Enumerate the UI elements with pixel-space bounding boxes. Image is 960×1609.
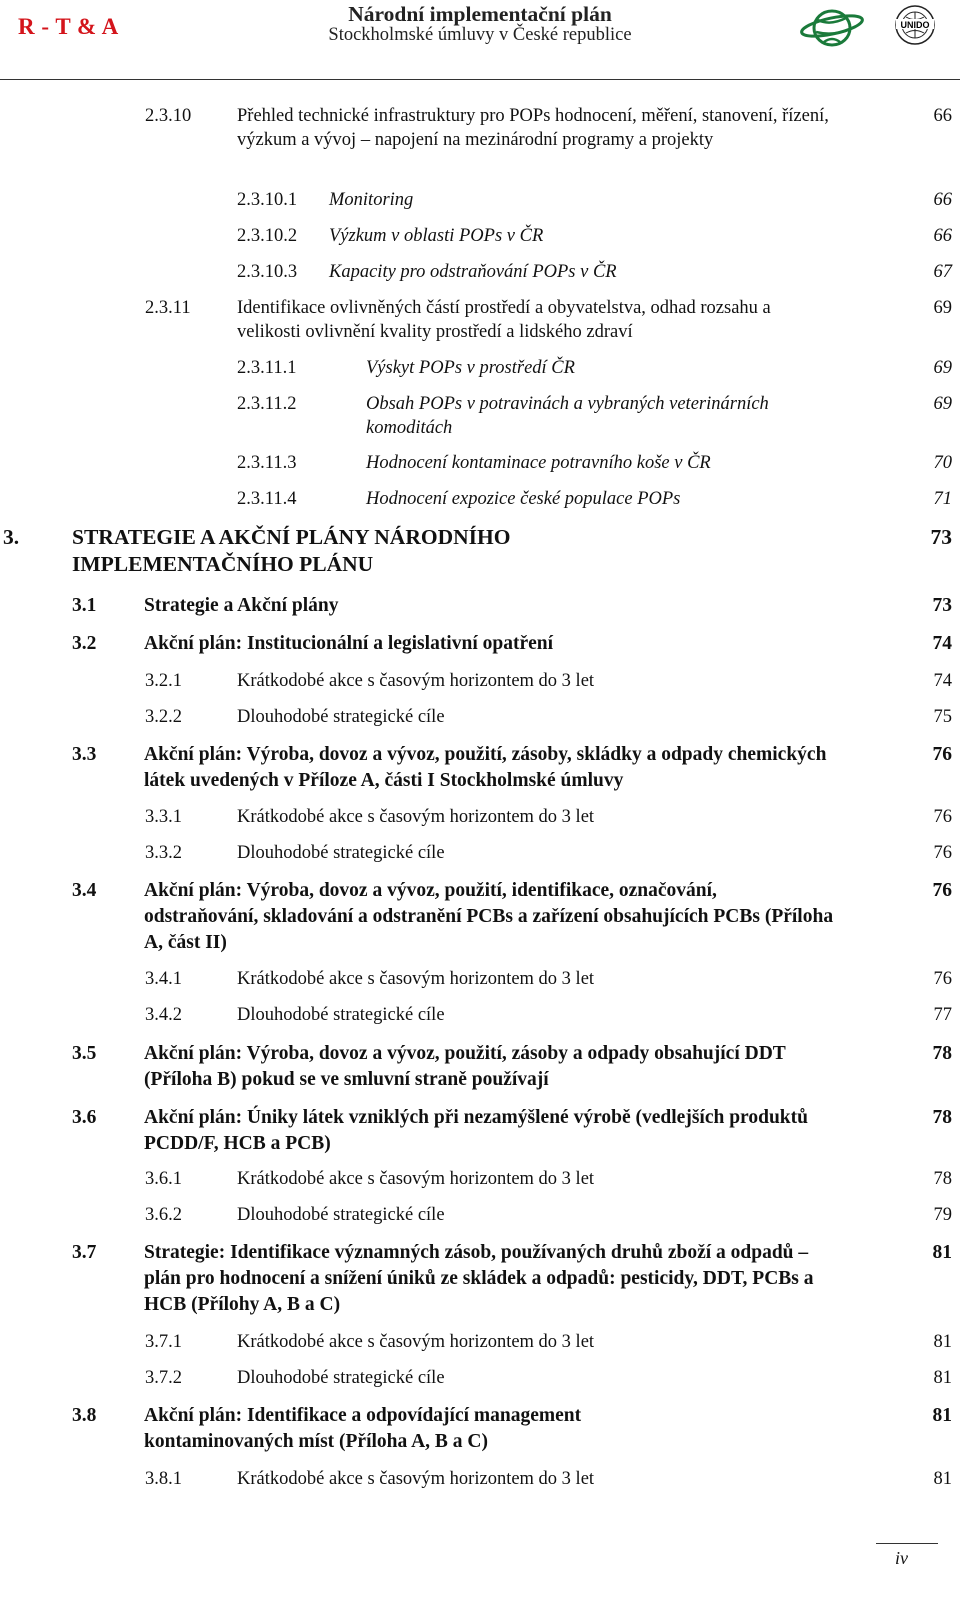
- toc-number: 3.6.1: [145, 1169, 182, 1189]
- toc-number: 2.3.11.4: [237, 489, 297, 509]
- toc-number: 3.3.2: [145, 843, 182, 863]
- toc-page: 81: [933, 1368, 952, 1388]
- toc-number: 3.3: [72, 744, 97, 765]
- toc-page: 67: [933, 262, 952, 282]
- unido-logo-text: UNIDO: [900, 20, 930, 30]
- brand-logo: R - T & A: [18, 14, 119, 39]
- toc-number: 3.6: [72, 1107, 97, 1128]
- toc-title: Dlouhodobé strategické cíle: [237, 1368, 445, 1388]
- toc-number: 3.: [3, 525, 20, 549]
- toc-number: 2.3.11.2: [237, 394, 297, 414]
- toc-page: 66: [933, 190, 952, 210]
- toc-title: Výzkum v oblasti POPs v ČR: [329, 226, 544, 246]
- toc-number: 2.3.10.2: [237, 226, 298, 246]
- toc-title: Akční plán: Výroba, dovoz a vývoz, použití, zásoby a odpady obsahující DDT (Příloha B) pokud se ve smluvní straně používají: [144, 1043, 786, 1090]
- toc-page: 77: [933, 1005, 952, 1025]
- toc-title: Akční plán: Úniky látek vzniklých při nezamýšlené výrobě (vedlejších produktů PCDD/F, HCB a PCB): [144, 1107, 808, 1154]
- toc-page: 81: [932, 1242, 952, 1263]
- toc-page: 69: [933, 394, 952, 414]
- toc-title: Výskyt POPs v prostředí ČR: [366, 358, 575, 378]
- toc-title: Hodnocení expozice české populace POPs: [366, 489, 681, 509]
- toc-title: STRATEGIE A AKČNÍ PLÁNY NÁRODNÍHO IMPLEMENTAČNÍHO PLÁNU: [72, 525, 511, 576]
- toc-page: 78: [932, 1043, 952, 1064]
- toc-page: 69: [933, 298, 952, 318]
- footer-divider: [876, 1543, 938, 1544]
- toc-page: 74: [932, 633, 952, 654]
- toc-number: 2.3.10.1: [237, 190, 298, 210]
- toc-page: 70: [933, 453, 952, 473]
- toc-title: Monitoring: [329, 190, 414, 210]
- toc-title: Krátkodobé akce s časovým horizontem do 3 let: [237, 969, 595, 989]
- toc-title: Dlouhodobé strategické cíle: [237, 1005, 445, 1025]
- toc-page: 79: [933, 1205, 952, 1225]
- toc-title: Krátkodobé akce s časovým horizontem do 3 let: [237, 1332, 595, 1352]
- toc-title: Strategie: Identifikace významných zásob, používaných druhů zboží a odpadů – plán pro hodnocení a snížení úniků ze skládek a odpadů: pesticidy, DDT, PCBs a HCB (Přílohy A, B a C): [144, 1242, 814, 1315]
- toc-title: Obsah POPs v potravinách a vybraných veterinárních komoditách: [366, 394, 769, 438]
- toc-number: 3.4.1: [145, 969, 182, 989]
- toc-page: 73: [932, 595, 952, 616]
- toc-page: 76: [933, 807, 952, 827]
- toc-title: Dlouhodobé strategické cíle: [237, 843, 445, 863]
- toc-page: 75: [933, 707, 952, 727]
- toc-title: Hodnocení kontaminace potravního koše v ČR: [366, 453, 711, 473]
- toc-number: 3.2.1: [145, 671, 182, 691]
- toc-title: Akční plán: Identifikace a odpovídající management kontaminovaných míst (Příloha A, B a C): [144, 1405, 582, 1452]
- toc-title: Krátkodobé akce s časovým horizontem do 3 let: [237, 1469, 595, 1489]
- toc-title: Krátkodobé akce s časovým horizontem do 3 let: [237, 807, 595, 827]
- header-title-line2: Stockholmské úmluvy v České republice: [328, 25, 632, 45]
- toc-title: Strategie a Akční plány: [144, 595, 339, 616]
- header-title-line1: Národní implementační plán: [348, 2, 612, 26]
- toc-page: 76: [933, 843, 952, 863]
- toc-number: 3.6.2: [145, 1205, 182, 1225]
- page-header: [0, 0, 960, 80]
- toc-number: 3.7.1: [145, 1332, 182, 1352]
- toc-number: 3.2.2: [145, 707, 182, 727]
- toc-page: 73: [930, 525, 952, 549]
- toc-number: 2.3.10.3: [237, 262, 298, 282]
- globe-logo-icon: [800, 6, 864, 48]
- toc-number: 2.3.11.1: [237, 358, 297, 378]
- toc-number: 2.3.11: [145, 298, 191, 318]
- toc-title: Dlouhodobé strategické cíle: [237, 707, 445, 727]
- toc-page: 78: [932, 1107, 952, 1128]
- toc-number: 3.4.2: [145, 1005, 182, 1025]
- toc-title: Akční plán: Institucionální a legislativní opatření: [144, 633, 554, 654]
- toc-number: 3.8.1: [145, 1469, 182, 1489]
- toc-page: 81: [933, 1332, 952, 1352]
- toc-title: Krátkodobé akce s časovým horizontem do 3 let: [237, 1169, 595, 1189]
- toc-page: 69: [933, 358, 952, 378]
- toc-page: 71: [933, 489, 952, 509]
- toc-number: 3.4: [72, 880, 97, 901]
- toc-number: 3.8: [72, 1405, 97, 1426]
- toc-number: 3.3.1: [145, 807, 182, 827]
- toc-title: Kapacity pro odstraňování POPs v ČR: [329, 262, 617, 282]
- toc-title: Akční plán: Výroba, dovoz a vývoz, použití, identifikace, označování, odstraňování, skladování a odstranění PCBs a zařízení obsahujících PCBs (Příloha A, část II): [144, 880, 834, 953]
- toc-page: 76: [932, 880, 952, 901]
- toc-page: 76: [932, 744, 952, 765]
- toc-title: Identifikace ovlivněných částí prostředí a obyvatelstva, odhad rozsahu a velikosti ovlivnění kvality prostředí a lidského zdraví: [237, 298, 771, 342]
- toc-title: Krátkodobé akce s časovým horizontem do 3 let: [237, 671, 595, 691]
- toc-number: 3.7: [72, 1242, 97, 1263]
- unido-logo-icon: [893, 4, 937, 46]
- toc-page: 81: [933, 1469, 952, 1489]
- toc-number: 3.7.2: [145, 1368, 182, 1388]
- toc-title: Akční plán: Výroba, dovoz a vývoz, použití, zásoby, skládky a odpady chemických látek uvedených v Příloze A, části I Stockholmské úmluvy: [144, 744, 827, 791]
- toc-page: 74: [933, 671, 952, 691]
- toc-number: 3.5: [72, 1043, 97, 1064]
- toc-page: 66: [933, 226, 952, 246]
- toc-page: 76: [933, 969, 952, 989]
- toc-number: 3.2: [72, 633, 97, 654]
- toc-title: Dlouhodobé strategické cíle: [237, 1205, 445, 1225]
- page-number: iv: [895, 1548, 908, 1568]
- header-divider: [0, 79, 960, 80]
- toc-title: Přehled technické infrastruktury pro POPs hodnocení, měření, stanovení, řízení, výzkum a vývoj – napojení na mezinárodní programy a projekty: [237, 106, 829, 150]
- toc-page: 66: [933, 106, 952, 126]
- toc-page: 78: [933, 1169, 952, 1189]
- toc-number: 2.3.11.3: [237, 453, 297, 473]
- toc-number: 3.1: [72, 595, 97, 616]
- toc-page: 81: [932, 1405, 952, 1426]
- toc-number: 2.3.10: [145, 106, 192, 126]
